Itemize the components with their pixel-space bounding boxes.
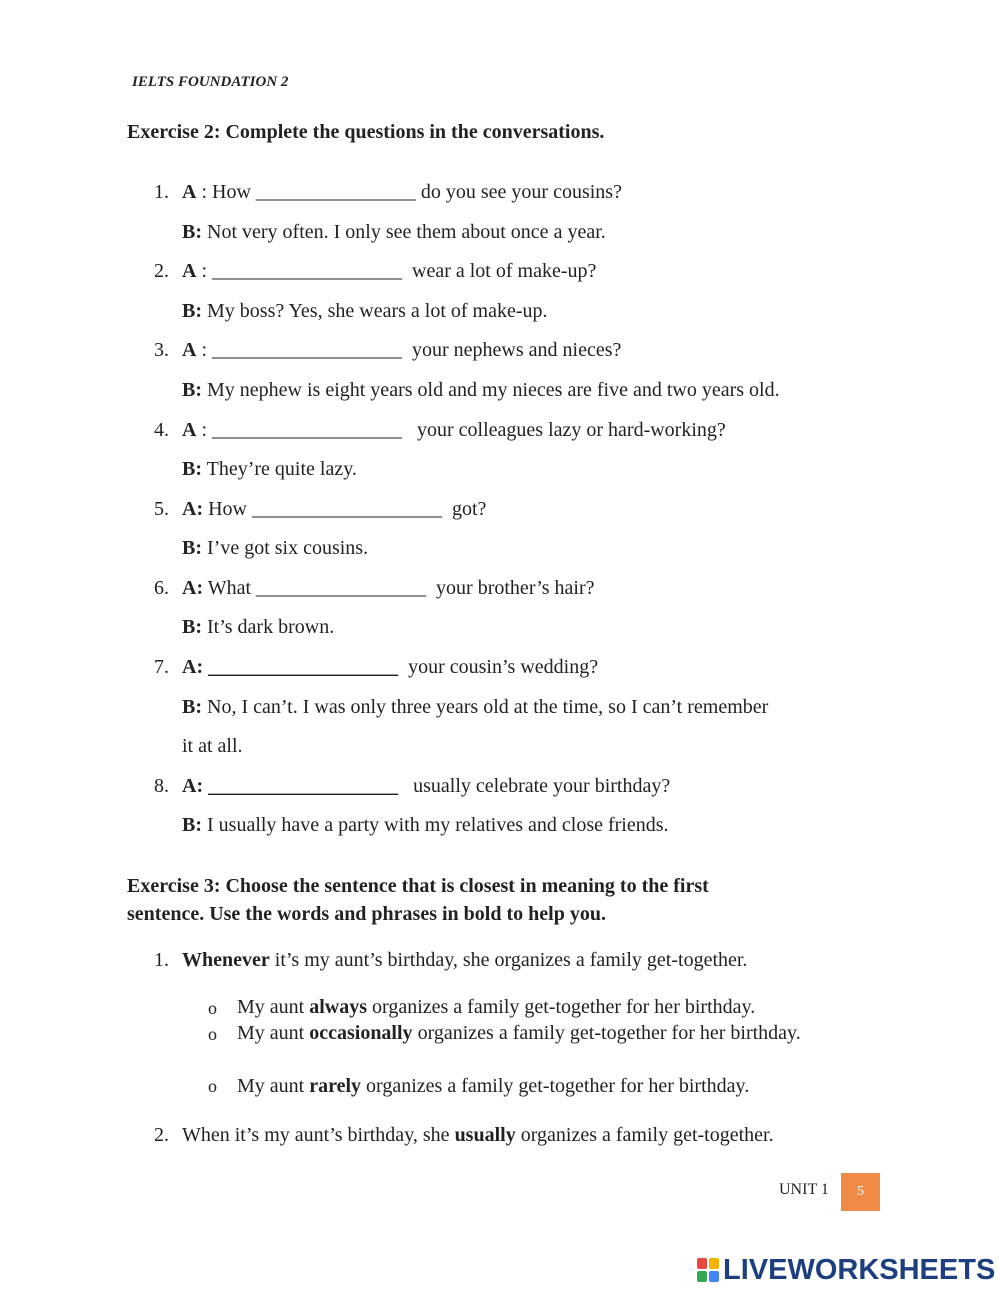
answer-b: B: They’re quite lazy. xyxy=(182,458,357,480)
item-number: 7. xyxy=(154,656,169,678)
logo-blocks-icon xyxy=(697,1258,719,1282)
radio-bullet-icon[interactable]: o xyxy=(208,1024,217,1044)
question-a: A : ___________________ your nephews and nieces? xyxy=(182,339,622,361)
page-number-badge: 5 xyxy=(841,1173,880,1211)
answer-b: B: My boss? Yes, she wears a lot of make-up. xyxy=(182,300,548,322)
answer-b: B: It’s dark brown. xyxy=(182,616,335,638)
answer-b: B: Not very often. I only see them about once a year. xyxy=(182,221,606,243)
exercise-3-question-1: Whenever it’s my aunt’s birthday, she organizes a family get-together. xyxy=(182,949,748,971)
question-a: A: How ___________________ got? xyxy=(182,498,487,520)
question-a: A: What _________________ your brother’s hair? xyxy=(182,577,595,599)
item-number: 5. xyxy=(154,498,169,520)
exercise-2-title: Exercise 2: Complete the questions in the conversations. xyxy=(127,121,605,143)
radio-bullet-icon[interactable]: o xyxy=(208,998,217,1018)
document-header: IELTS FOUNDATION 2 xyxy=(132,74,289,90)
exercise-3-title-line-1: Exercise 3: Choose the sentence that is closest in meaning to the first xyxy=(127,875,709,897)
question-a: A : ___________________ your colleagues lazy or hard-working? xyxy=(182,419,726,441)
item-number: 6. xyxy=(154,577,169,599)
radio-bullet-icon[interactable]: o xyxy=(208,1076,217,1096)
question-a: A : How ________________ do you see your cousins? xyxy=(182,181,622,203)
exercise-3-question-2: When it’s my aunt’s birthday, she usually organizes a family get-together. xyxy=(182,1124,774,1146)
answer-b: B: My nephew is eight years old and my nieces are five and two years old. xyxy=(182,379,780,401)
question-number: 2. xyxy=(154,1124,169,1146)
item-number: 3. xyxy=(154,339,169,361)
answer-b: B: No, I can’t. I was only three years old at the time, so I can’t remember xyxy=(182,696,769,718)
logo-text: LIVEWORKSHEETS xyxy=(723,1253,996,1286)
liveworksheets-logo xyxy=(697,1254,995,1286)
item-number: 8. xyxy=(154,775,169,797)
question-a: A: ___________________ usually celebrate your birthday? xyxy=(182,775,671,797)
item-number: 2. xyxy=(154,260,169,282)
option-rarely[interactable]: My aunt rarely organizes a family get-together for her birthday. xyxy=(237,1075,750,1097)
question-a: A : ___________________ wear a lot of make-up? xyxy=(182,260,597,282)
option-always[interactable]: My aunt always organizes a family get-together for her birthday. xyxy=(237,996,756,1018)
exercise-3-title-line-2: sentence. Use the words and phrases in bold to help you. xyxy=(127,903,606,925)
question-number: 1. xyxy=(154,949,169,971)
question-a: A: ___________________ your cousin’s wedding? xyxy=(182,656,599,678)
answer-b: B: I’ve got six cousins. xyxy=(182,537,369,559)
item-number: 4. xyxy=(154,419,169,441)
option-occasionally[interactable]: My aunt occasionally organizes a family get-together for her birthday. xyxy=(237,1022,801,1044)
answer-b-continued: it at all. xyxy=(182,735,243,757)
answer-b: B: I usually have a party with my relatives and close friends. xyxy=(182,814,669,836)
item-number: 1. xyxy=(154,181,169,203)
unit-label: UNIT 1 xyxy=(779,1181,829,1198)
